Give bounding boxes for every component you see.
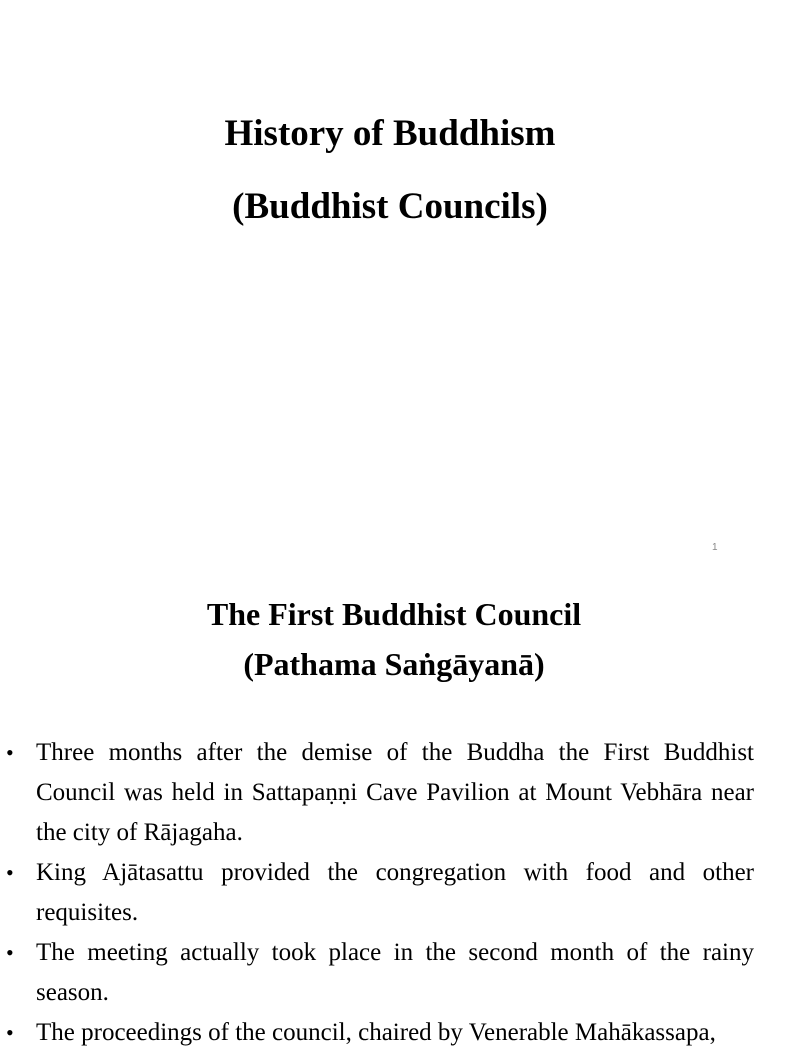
bullet-icon: •: [6, 940, 14, 965]
bullet-text: King Ajātasattu provided the congregation with food and other requisites.: [36, 859, 754, 926]
bullet-item: [0, 733, 768, 853]
bullet-text: Three months after the demise of the Buddha the First Buddhist Council was held in Sattapaṇṇi Cave Pavilion at Mount Vebhāra near the city of Rājagaha.: [36, 739, 754, 846]
bullet-text: The meeting actually took place in the second month of the rainy season.: [36, 939, 754, 1006]
slide-title-line-1: History of Buddhism: [224, 113, 556, 154]
page-number: 1: [712, 542, 718, 553]
slide-title-line-2: (Buddhist Councils): [232, 186, 548, 227]
slide-heading-line-2: (Pathama Saṅgāyanā): [243, 646, 545, 682]
slide-heading-line-1: The First Buddhist Council: [206, 596, 582, 632]
bullet-item: [0, 1013, 768, 1053]
content-slide: [0, 576, 768, 1046]
bullet-list: [0, 733, 768, 1053]
bullet-icon: •: [6, 1020, 14, 1045]
bullet-icon: •: [6, 740, 14, 765]
bullet-icon: •: [6, 860, 14, 885]
bullet-text: The proceedings of the council, chaired by Venerable Mahākassapa,: [36, 1019, 716, 1046]
bullet-item: [0, 933, 768, 1013]
bullet-item: [0, 853, 768, 933]
